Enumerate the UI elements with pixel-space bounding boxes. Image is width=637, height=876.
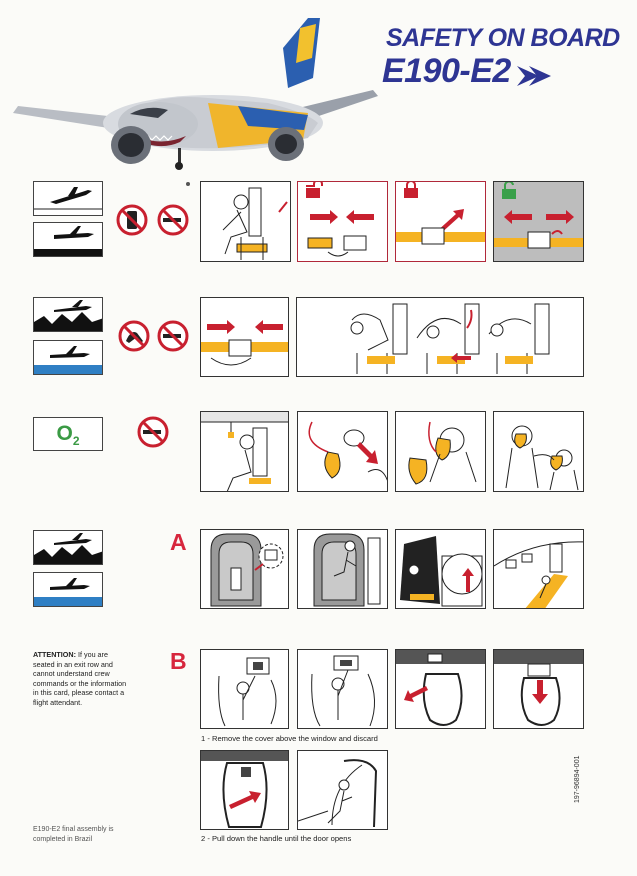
tighten-belt-panel bbox=[395, 181, 486, 262]
attention-notice bbox=[33, 650, 131, 708]
airplane-illustration bbox=[8, 18, 378, 173]
fasten-belt-panel bbox=[297, 181, 388, 262]
landing-thumbnail bbox=[33, 222, 103, 257]
exit-b-step1a-panel bbox=[200, 649, 289, 729]
no-smoking-icon bbox=[156, 203, 190, 237]
mountains-thumbnail bbox=[33, 297, 103, 332]
masks-drop-panel bbox=[200, 411, 289, 492]
oxygen-label: O bbox=[56, 422, 73, 445]
card-title: SAFETY ON BOARD bbox=[386, 24, 620, 52]
step2-caption: 2 - Pull down the handle until the door opens bbox=[201, 834, 352, 843]
no-smoking-icon-3 bbox=[136, 415, 170, 449]
exit-a-step1-panel bbox=[200, 529, 289, 609]
exit-a-label: A bbox=[170, 529, 187, 555]
oxygen-subscript: 2 bbox=[72, 434, 80, 449]
takeoff-thumbnail bbox=[33, 181, 103, 216]
no-high-heels-icon bbox=[117, 319, 151, 353]
water-thumbnail bbox=[33, 340, 103, 375]
exit-a-step4-panel bbox=[493, 529, 584, 609]
belt-low-tight-panel bbox=[200, 297, 289, 377]
water-thumbnail-2 bbox=[33, 572, 103, 607]
exit-b-step1b-panel bbox=[297, 649, 388, 729]
exit-b-step2a-panel bbox=[200, 750, 289, 830]
pull-mask-panel bbox=[297, 411, 388, 492]
attention-heading: ATTENTION: bbox=[33, 650, 76, 659]
seated-passenger-belt-panel bbox=[200, 181, 291, 262]
exit-b-step1d-panel bbox=[493, 649, 584, 729]
aircraft-model: E190-E2 bbox=[382, 52, 511, 90]
step1-caption: 1 - Remove the cover above the window and discard bbox=[201, 734, 378, 743]
arrow-right-icon bbox=[515, 62, 555, 90]
exit-a-step2-panel bbox=[297, 529, 388, 609]
release-belt-panel bbox=[493, 181, 584, 262]
exit-b-step1c-panel bbox=[395, 649, 486, 729]
attention-body: If you are seated in an exit row and cannot understand crew commands or the information in this card, please contact a flight attendant. bbox=[33, 650, 127, 707]
assembly-note: E190-E2 final assembly is completed in Brazil bbox=[33, 826, 114, 843]
exit-b-label: B bbox=[170, 648, 187, 674]
mountains-thumbnail-2 bbox=[33, 530, 103, 565]
exit-a-step3-panel bbox=[395, 529, 486, 609]
help-others-panel bbox=[493, 411, 584, 492]
exit-b-step2b-panel bbox=[297, 750, 388, 830]
dot-marker bbox=[185, 181, 191, 187]
place-mask-panel bbox=[395, 411, 486, 492]
no-mobile-phone-icon bbox=[115, 203, 149, 237]
card-code: 197-96894-001 bbox=[574, 755, 581, 803]
no-smoking-icon-2 bbox=[156, 319, 190, 353]
oxygen-label-box bbox=[33, 417, 103, 451]
brace-position-panel bbox=[296, 297, 584, 377]
